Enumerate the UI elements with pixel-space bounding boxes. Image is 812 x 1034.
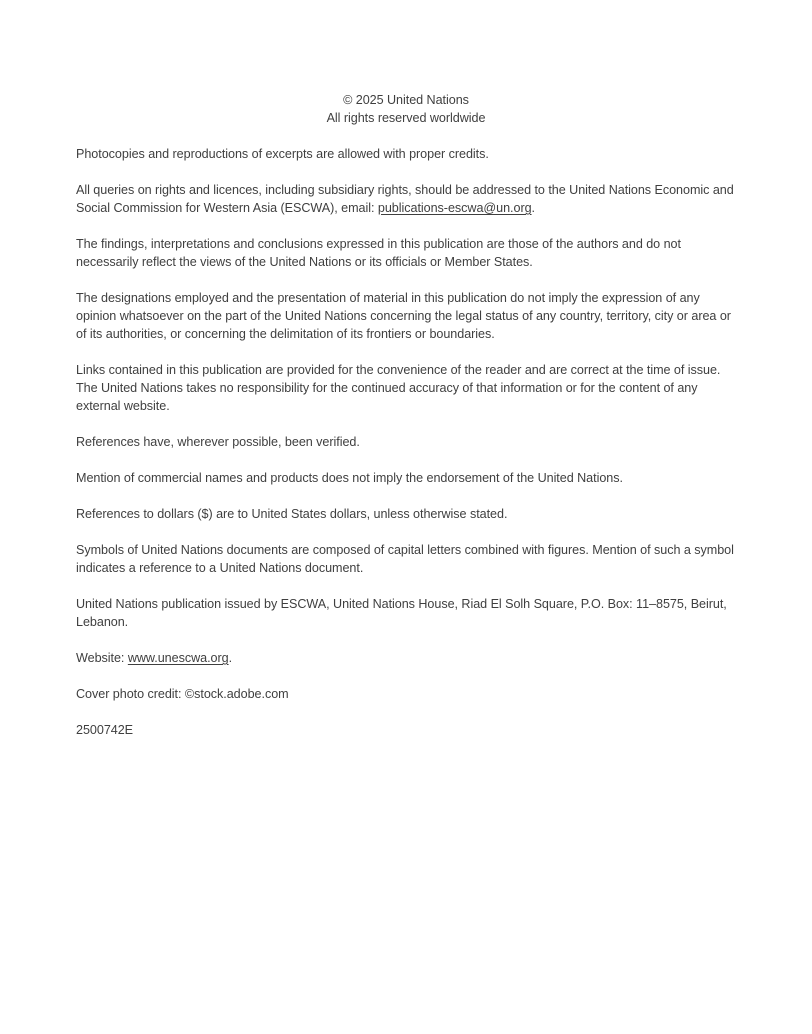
references-paragraph: References have, wherever possible, been verified. <box>76 435 360 449</box>
queries-paragraph <box>76 181 736 217</box>
publication-paragraph: United Nations publication issued by ESCWA, United Nations House, Riad El Solh Square, P.O. Box: 11–8575, Beirut, Lebanon. <box>76 597 727 629</box>
website-period: . <box>228 651 233 665</box>
dollars-paragraph: References to dollars ($) are to United States dollars, unless otherwise stated. <box>76 507 508 521</box>
designations-paragraph: The designations employed and the presentation of material in this publication do not imply the expression of any opinion whatsoever on the part of the United Nations concerning the legal status of any country, territory, city or area or of its authorities, or concerning the delimitation of its frontiers or boundaries. <box>76 291 731 341</box>
queries-text: All queries on rights and licences, including subsidiary rights, should be addressed to the United Nations Economic and Social Commission for Western Asia (ESCWA), email: <box>76 183 734 215</box>
copyright-line: © 2025 United Nations <box>343 93 469 107</box>
findings-paragraph: The findings, interpretations and conclusions expressed in this publication are those of the authors and do not necessarily reflect the views of the United Nations or its officials or Member States. <box>76 237 681 269</box>
copyright-block <box>76 91 736 127</box>
commercial-names-paragraph: Mention of commercial names and products does not imply the endorsement of the United Nations. <box>76 471 623 485</box>
symbols-paragraph: Symbols of United Nations documents are composed of capital letters combined with figures. Mention of such a symbol indicates a reference to a United Nations document. <box>76 543 734 575</box>
cover-photo-credit: Cover photo credit: ©stock.adobe.com <box>76 687 289 701</box>
copyright-page <box>76 91 736 757</box>
document-number: 2500742E <box>76 723 134 737</box>
website-paragraph <box>76 649 736 667</box>
photocopies-paragraph: Photocopies and reproductions of excerpts are allowed with proper credits. <box>76 147 489 161</box>
queries-period: . <box>531 201 535 215</box>
website-link[interactable]: www.unescwa.org <box>127 651 229 665</box>
links-paragraph: Links contained in this publication are provided for the convenience of the reader and are correct at the time of issue. The United Nations takes no responsibility for the continued accuracy of that information or for the content of any external website. <box>76 363 721 413</box>
email-link[interactable]: publications-escwa@un.org <box>377 201 532 215</box>
website-label: Website: <box>76 651 128 665</box>
rights-reserved-line: All rights reserved worldwide <box>326 111 486 125</box>
